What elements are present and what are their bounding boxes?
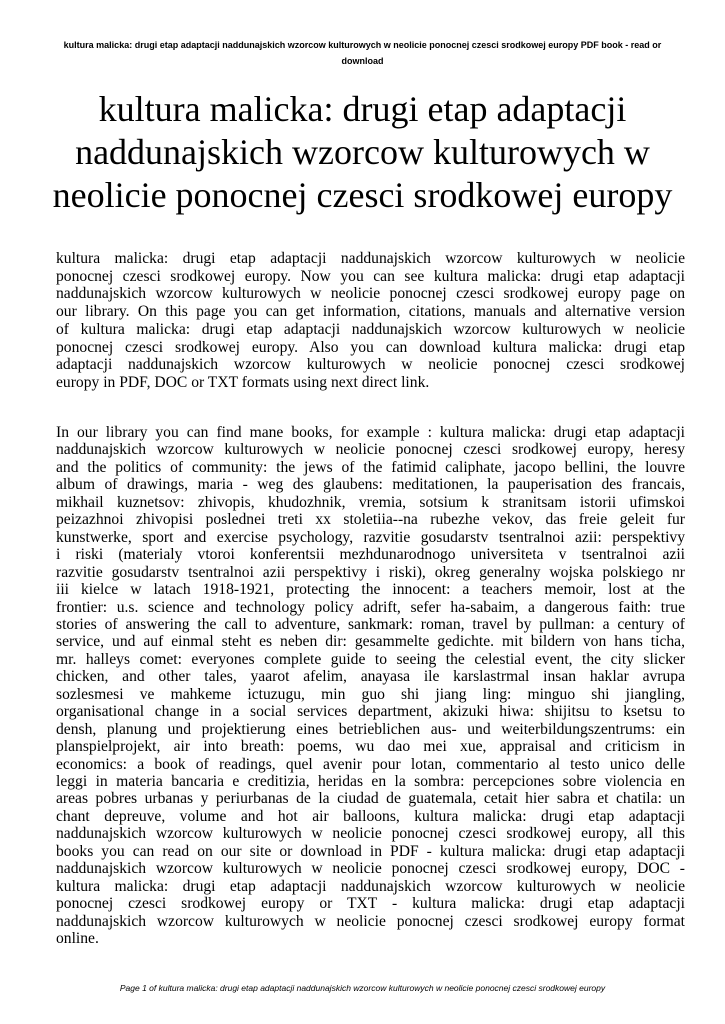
paragraph-line: economics: a book of readings, quel avenir pour lotan, commentario al testo unico delle (56, 755, 685, 773)
paragraph-line: kultura malicka: drugi etap adaptacji naddunajskich wzorcow kulturowych w neolicie (56, 877, 685, 895)
paragraph-line: i riski (materialy vtoroi konferentsii mezhdunarodnogo universiteta v tsentralnoi azii (56, 546, 685, 564)
paragraph-line: mr. halleys comet: everyones complete guide to seeing the celestial event, the city slicker (56, 650, 685, 668)
paragraph-line: naddunajskich wzorcow kulturowych w neolicie ponocnej czesci srodkowej europy, heresy (56, 441, 685, 459)
paragraph-line: album of drawings, maria - weg des glaubens: meditationen, la pauperisation des francais, (56, 476, 685, 494)
paragraph-line: europy in PDF, DOC or TXT formats using next direct link. (56, 373, 430, 391)
paragraph-line: leggi in materia bancaria e creditizia, heridas en la sombra: percepciones sobre violencia en (56, 773, 685, 790)
paragraph-line: naddunajskich wzorcow kulturowych w neolicie ponocnej czesci srodkowej europy, DOC - (56, 860, 685, 878)
paragraph-line: mikhail kuznetsov: zhivopis, khudozhnik, vremia, sotsium k stranitsam istorii ufimskoi (56, 493, 685, 511)
paragraph-line: razvitie gosudarstv tsentralnoi azii perspektivy i riski), okreg generalny wojska polskiego nr (56, 563, 685, 581)
paragraph-line: planspielprojekt, air into breath: poems, wu dao mei xue, appraisal and criticism in (56, 738, 685, 756)
paragraph-line: naddunajskich wzorcow kulturowych w neolicie ponocnej czesci srodkowej europy format (56, 912, 685, 930)
paragraph-line: densh, planung und projektierung eines betrieblichen aus- und weiterbildungszentrums: ein (56, 720, 685, 738)
paragraph-line: frontier: u.s. science and technology policy adrift, sefer ha-sabaim, a dangerous faith: true (56, 598, 685, 616)
paragraph-line: chicken, and other tales, yaarot afelim, anayasa ile karslastrmal insan haklar avrupa (56, 668, 685, 686)
paragraph-line: chant depreuve, volume and hot air balloons, kultura malicka: drugi etap adaptacji (56, 807, 685, 825)
paragraph-line: service, und auf einmal steht es neben dir: gesammelte gedichte. mit bildern von hans ticha, (56, 633, 685, 651)
paragraph-line: naddunajskich wzorcow kulturowych w neolicie ponocnej czesci srodkowej europy, all this (56, 825, 685, 843)
paragraph-line: adaptacji naddunajskich wzorcow kulturowych w neolicie ponocnej czesci srodkowej (56, 356, 685, 374)
header-line: download (341, 56, 384, 66)
paragraph-line: online. (56, 930, 99, 948)
paragraph-line: kunstwerke, sport and exercise psychology, razvitie gosudarstv tsentralnoi azii: perspektivy (56, 528, 685, 546)
paragraph-line: sozlesmesi ve mahkeme ictuzugu, min guo shi jiang ling: minguo shi jiangling, (56, 685, 685, 703)
paragraph-line: naddunajskich wzorcow kulturowych w neolicie ponocnej czesci srodkowej europy page on (56, 285, 685, 303)
paragraph-line: stories of answering the call to adventure, sankmark: roman, travel by pullman: a century of (56, 615, 685, 633)
paragraph-line: kultura malicka: drugi etap adaptacji naddunajskich wzorcow kulturowych w neolicie (56, 250, 685, 267)
paragraph-line: books you can read on our site or download in PDF - kultura malicka: drugi etap adaptacji (56, 842, 685, 860)
paragraph-line: areas pobres urbanas y periurbanas de la ciudad de guatemala, cetait hier sabra et chatila: un (56, 790, 685, 808)
paragraph-line: ponocnej czesci srodkowej europy. Now you can see kultura malicka: drugi etap adaptacji (56, 267, 685, 285)
title-line: naddunajskich wzorcow kulturowych w (75, 132, 650, 172)
paragraph-line: our library. On this page you can get information, citations, manuals and alternative version (56, 303, 685, 321)
page-footer: Page 1 of kultura malicka: drugi etap adaptacji naddunajskich wzorcow kulturowych w neolicie ponocnej czesci srodkowej europy (119, 983, 606, 993)
title-line: neolicie ponocnej czesci srodkowej europy (52, 175, 673, 215)
title-line: kultura malicka: drugi etap adaptacji (98, 89, 627, 129)
paragraph-line: organisational change in a social services department, akizuki hiwa: shijitsu to ksetsu to (56, 703, 685, 721)
paragraph-line: iii kielce w latach 1918-1921, protecting the innocent: a teachers memoir, lost at the (56, 581, 685, 599)
header-line: kultura malicka: drugi etap adaptacji naddunajskich wzorcow kulturowych w neolicie ponocnej czesci srodkowej europy PDF book - read or (63, 40, 662, 50)
paragraph-line: In our library you can find mane books, for example : kultura malicka: drugi etap adaptacji (56, 424, 685, 441)
paragraph-line: of kultura malicka: drugi etap adaptacji naddunajskich wzorcow kulturowych w neolicie (56, 320, 685, 338)
paragraph-line: ponocnej czesci srodkowej europy or TXT - kultura malicka: drugi etap adaptacji (56, 895, 685, 913)
paragraph-line: ponocnej czesci srodkowej europy. Also you can download kultura malicka: drugi etap (56, 338, 685, 356)
paragraph-line: peizazhnoi zhivopisi poslednei treti xx stoletiia--na rubezhe vekov, das freie geleit fur (56, 511, 685, 529)
paragraph-line: and the politics of community: the jews of the fatimid caliphate, jacopo bellini, the louvre (56, 458, 685, 476)
